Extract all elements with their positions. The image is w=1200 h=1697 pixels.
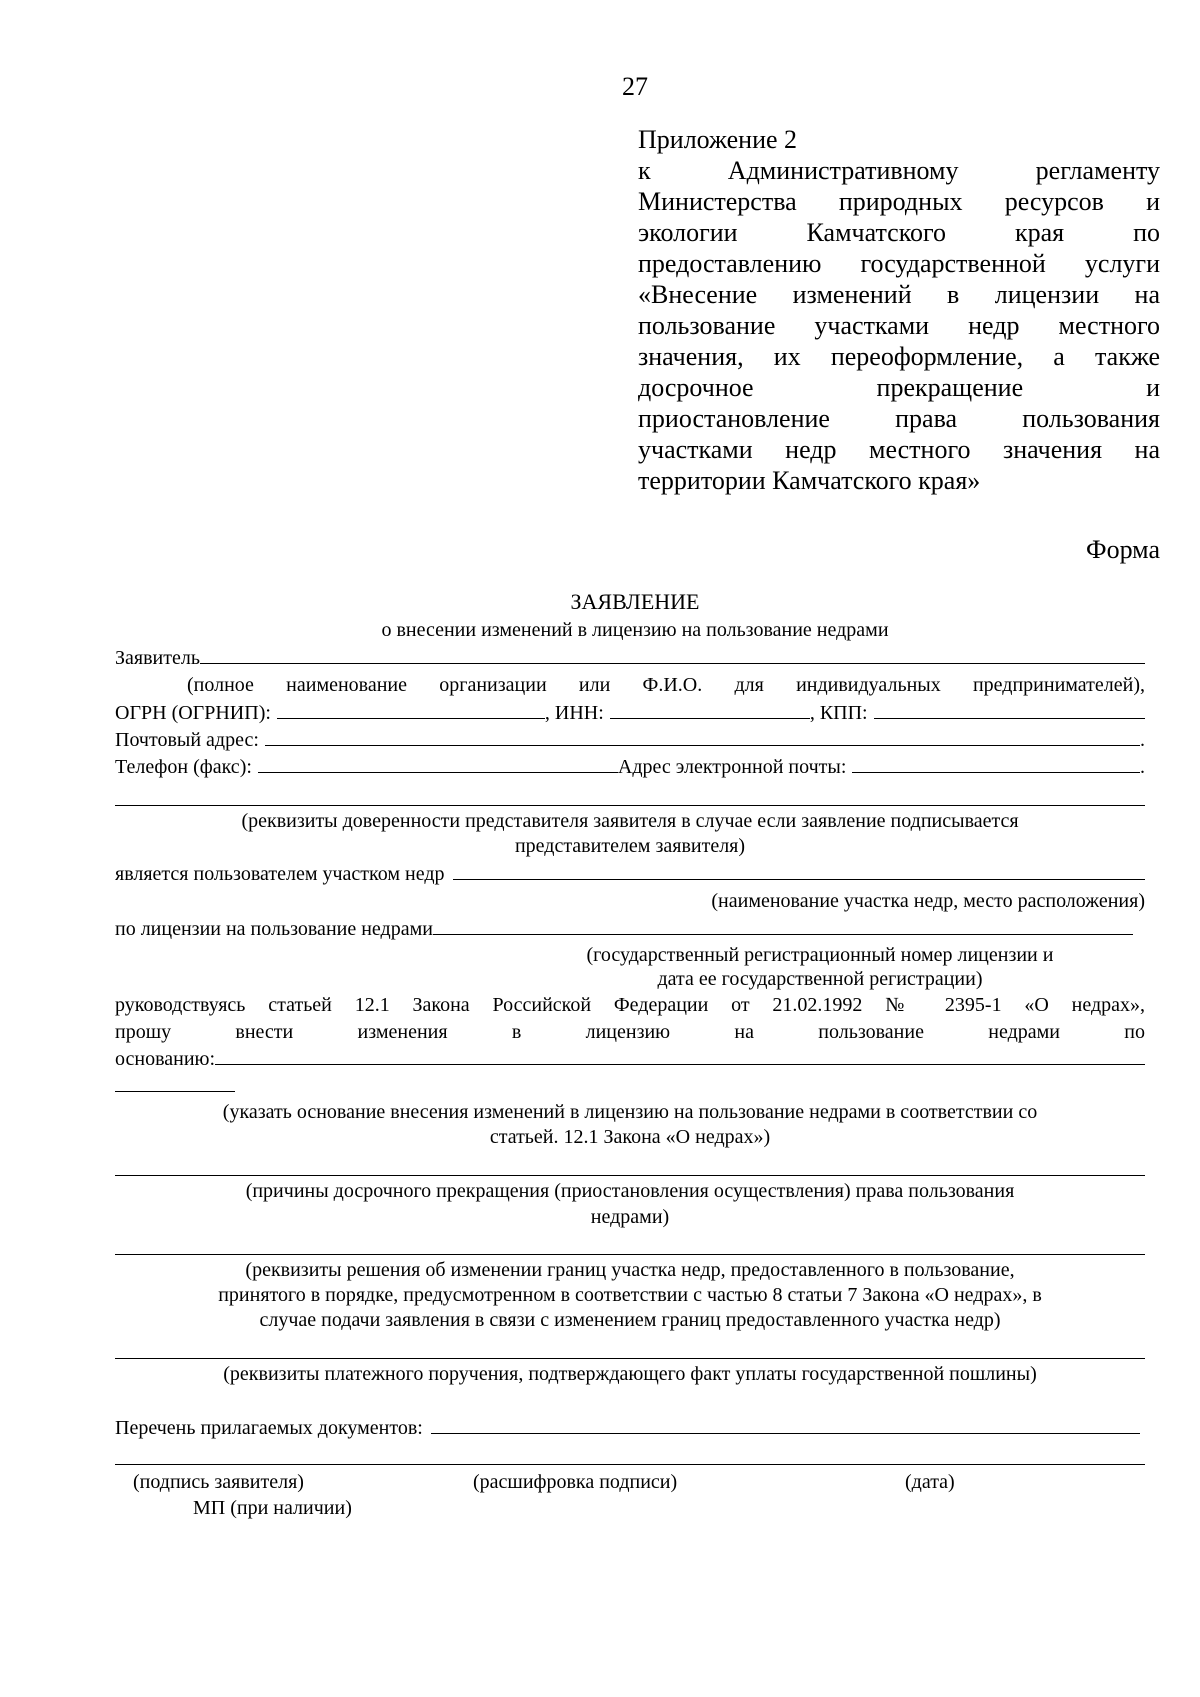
basis-hint-1: (указать основание внесения изменений в лицензию на пользование недрами в соответствии со xyxy=(222,1101,1038,1123)
license-hint-2: дата ее государственной регистрации) xyxy=(657,968,983,990)
appendix-line: досрочное прекращение и xyxy=(638,373,1160,402)
appendix-line: Приложение 2 xyxy=(638,125,798,154)
docs-field[interactable] xyxy=(431,1415,1140,1434)
payment-hint: (реквизиты платежного поручения, подтверждающего факт уплаты государственной пошлины) xyxy=(223,1363,1037,1385)
appendix-line: «Внесение изменений в лицензии на xyxy=(638,280,1160,309)
decoding-hint: (расшифровка подписи) xyxy=(473,1471,678,1493)
basis-field[interactable] xyxy=(215,1046,1145,1065)
postal-label: Почтовый адрес: xyxy=(115,729,259,751)
reasons-field[interactable] xyxy=(115,1175,1145,1176)
appendix-line: Министерства природных ресурсов и xyxy=(638,187,1160,216)
license-label: по лицензии на пользование недрами xyxy=(115,918,433,940)
proxy-field[interactable] xyxy=(115,805,1145,806)
decision-field[interactable] xyxy=(115,1254,1145,1255)
decision-hint-1: (реквизиты решения об изменении границ участка недр, предоставленного в пользование, xyxy=(245,1259,1015,1281)
ids-row xyxy=(115,700,1145,725)
payment-field[interactable] xyxy=(115,1358,1145,1359)
email-label: Адрес электронной почты: xyxy=(617,756,847,778)
ogrn-field[interactable] xyxy=(277,700,545,719)
appendix-line: приостановление права пользования xyxy=(638,404,1160,433)
kpp-label: , КПП: xyxy=(809,702,868,724)
contacts-row: Телефон (факс): Адрес электронной почты: . xyxy=(115,756,1145,778)
appendix-line: территории Камчатского края» xyxy=(638,466,981,495)
form-title: ЗАЯВЛЕНИЕ xyxy=(570,589,700,614)
page-number: 27 xyxy=(622,72,648,101)
inn-field[interactable] xyxy=(610,700,810,719)
appendix-line: значения, их переоформление, а также xyxy=(638,342,1160,371)
kpp-field[interactable] xyxy=(874,700,1145,719)
proxy-hint-1: (реквизиты доверенности представителя заявителя в случае если заявление подписывается xyxy=(241,810,1019,832)
user-label: является пользователем участком недр xyxy=(115,863,445,885)
postal-field[interactable] xyxy=(265,727,1140,746)
date-hint: (дата) xyxy=(905,1471,955,1493)
form-label: Форма xyxy=(1086,535,1160,564)
license-row xyxy=(115,916,1133,941)
docs-row xyxy=(115,1415,1140,1440)
docs-label: Перечень прилагаемых документов: xyxy=(115,1417,423,1439)
appendix-line: к Административному регламенту xyxy=(638,156,1160,185)
reasons-hint-2: недрами) xyxy=(590,1206,670,1228)
phone-label: Телефон (факс): xyxy=(115,756,252,778)
decision-hint-2: принятого в порядке, предусмотренном в соответствии с частью 8 статьи 7 Закона «О недрах», в xyxy=(218,1284,1042,1306)
plot-field[interactable] xyxy=(453,861,1145,880)
applicant-row xyxy=(115,645,1145,670)
proxy-hint-2: представителем заявителя) xyxy=(514,835,746,857)
law-line-2: прошу внести изменения в лицензию на пользование недрами по xyxy=(115,1021,1145,1043)
email-field[interactable] xyxy=(852,754,1140,773)
law-line-1: руководствуясь статьей 12.1 Закона Российской Федерации от 21.02.1992 № 2395-1 «О недрах», xyxy=(115,994,1145,1016)
basis-field-continuation[interactable] xyxy=(115,1091,235,1092)
phone-field[interactable] xyxy=(258,754,618,773)
applicant-field[interactable] xyxy=(200,645,1145,664)
appendix-line: пользование участками недр местного xyxy=(638,311,1160,340)
inn-label: , ИНН: xyxy=(544,702,604,724)
basis-label: основанию: xyxy=(115,1048,216,1070)
applicant-hint: (полное наименование организации или Ф.И.О. для индивидуальных предпринимателей), xyxy=(187,674,1145,696)
signature-hint: (подпись заявителя) xyxy=(133,1471,304,1493)
stamp-hint: МП (при наличии) xyxy=(193,1497,352,1519)
basis-hint-2: статьей. 12.1 Закона «О недрах») xyxy=(489,1126,771,1148)
ogrn-label: ОГРН (ОГРНИП): xyxy=(115,702,271,724)
reasons-hint-1: (причины досрочного прекращения (приостановления осуществления) права пользования xyxy=(245,1180,1015,1202)
plot-hint: (наименование участка недр, место расположения) xyxy=(711,890,1145,912)
license-hint-1: (государственный регистрационный номер лицензии и xyxy=(586,944,1054,966)
applicant-label: Заявитель xyxy=(115,647,200,669)
appendix-line: участками недр местного значения на xyxy=(638,435,1160,464)
basis-row xyxy=(115,1046,1145,1071)
appendix-line: экологии Камчатского края по xyxy=(638,218,1160,247)
decision-hint-3: случае подачи заявления в связи с изменением границ предоставленного участка недр) xyxy=(259,1309,1001,1331)
postal-row: Почтовый адрес: . xyxy=(115,729,1145,751)
form-subtitle: о внесении изменений в лицензию на пользование недрами xyxy=(381,619,889,641)
plot-row xyxy=(115,861,1145,886)
appendix-block xyxy=(638,124,1160,496)
appendix-line: предоставлению государственной услуги xyxy=(638,249,1160,278)
signature-line[interactable] xyxy=(115,1464,1145,1465)
license-field[interactable] xyxy=(433,916,1133,935)
